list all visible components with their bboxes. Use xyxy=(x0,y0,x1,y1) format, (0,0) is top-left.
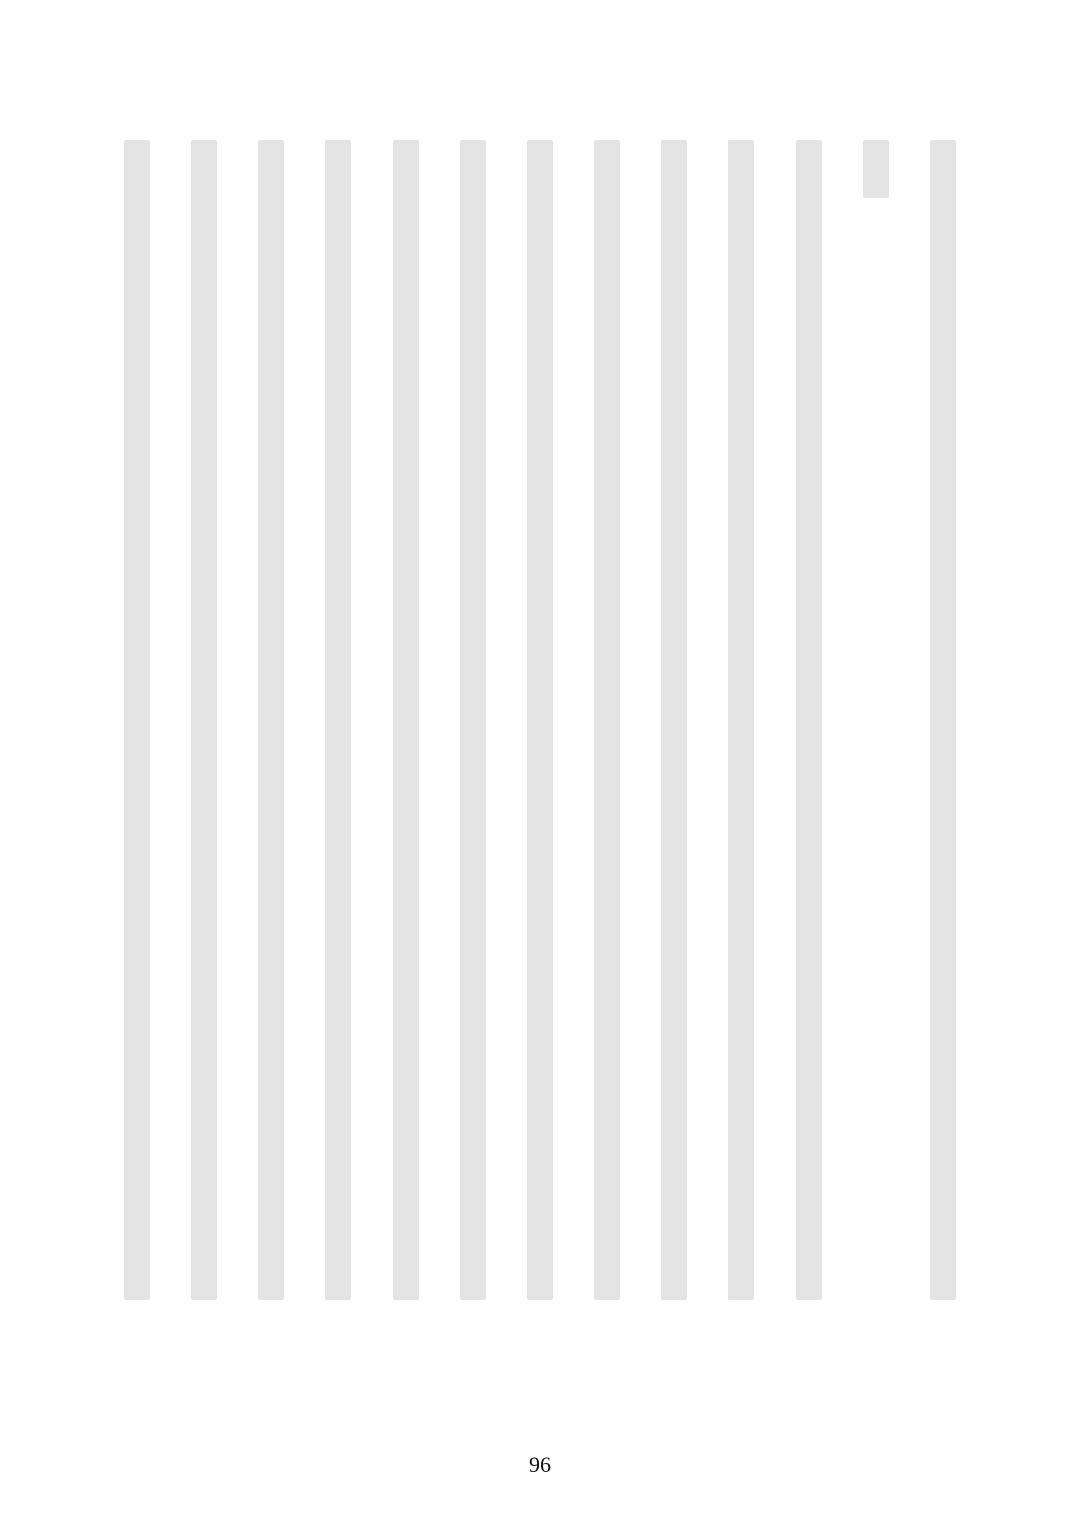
text-column xyxy=(389,140,423,1300)
text-column xyxy=(792,140,826,1300)
text-column xyxy=(120,140,154,1300)
text-placeholder xyxy=(594,140,620,1300)
text-column xyxy=(926,140,960,1300)
text-column xyxy=(859,140,893,1300)
text-placeholder xyxy=(258,140,284,1300)
text-placeholder xyxy=(191,140,217,1300)
text-placeholder xyxy=(124,140,150,1300)
text-column xyxy=(187,140,221,1300)
vertical-text-block xyxy=(120,140,960,1300)
page-number: 96 xyxy=(529,1452,551,1477)
text-placeholder xyxy=(863,140,889,198)
text-placeholder xyxy=(728,140,754,1300)
text-column xyxy=(456,140,490,1300)
text-placeholder xyxy=(393,140,419,1300)
text-column xyxy=(321,140,355,1300)
text-placeholder xyxy=(796,140,822,1300)
text-column xyxy=(724,140,758,1300)
text-placeholder xyxy=(325,140,351,1300)
text-placeholder xyxy=(661,140,687,1300)
text-column xyxy=(523,140,557,1300)
text-placeholder xyxy=(460,140,486,1300)
text-column xyxy=(590,140,624,1300)
text-placeholder xyxy=(930,140,956,1300)
text-column xyxy=(254,140,288,1300)
text-column xyxy=(657,140,691,1300)
text-placeholder xyxy=(527,140,553,1300)
